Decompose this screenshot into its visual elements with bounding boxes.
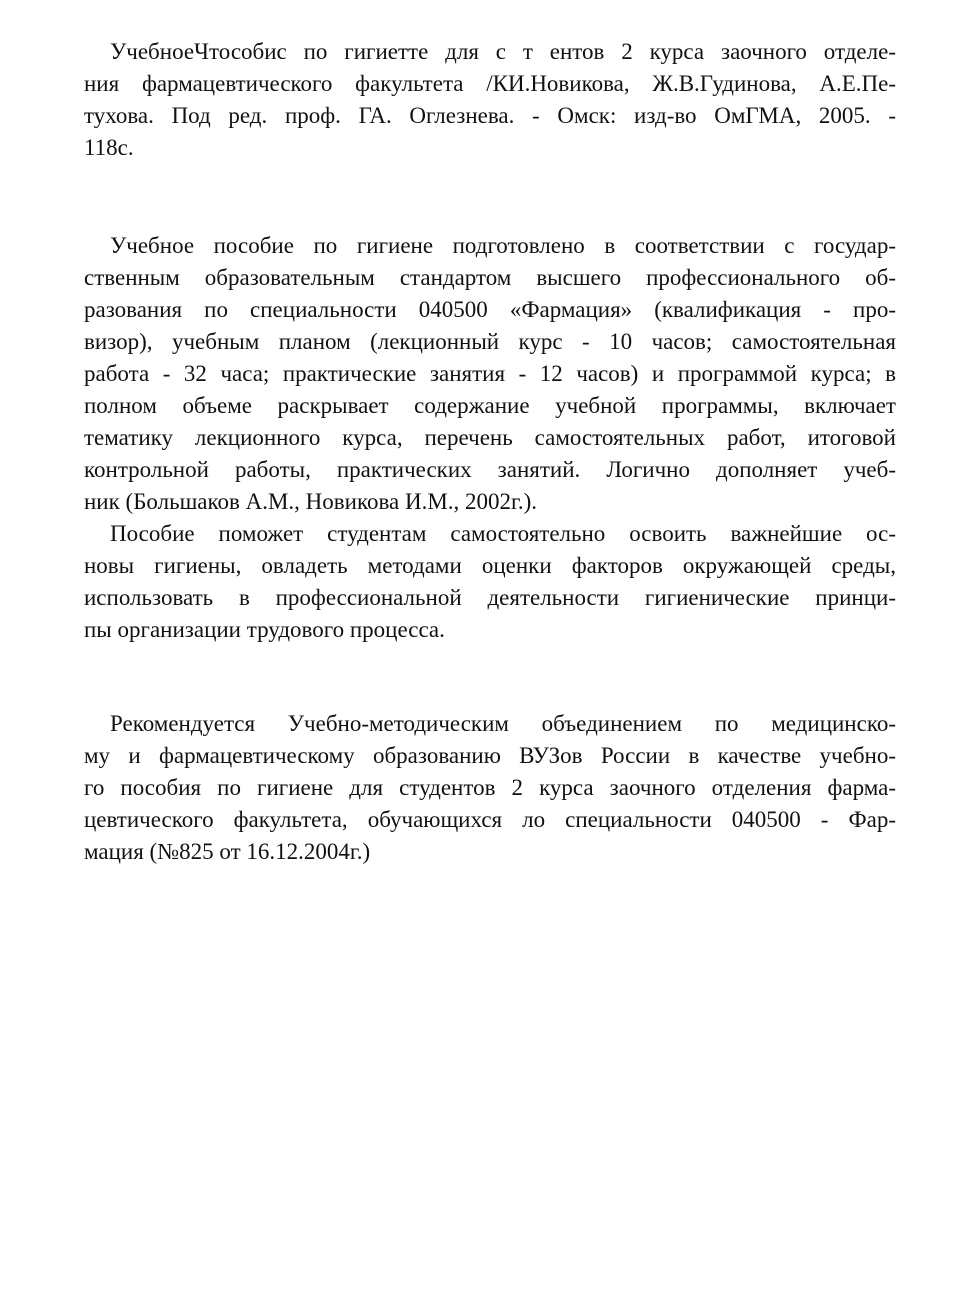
annotation-text (84, 230, 896, 646)
recommendation-line: го пособия по гигиене для студентов 2 курса заочного отделения фарма- (84, 775, 896, 800)
bibliographic-record (84, 36, 896, 164)
annotation-line: новы гигиены, овладеть методами оценки факторов окружающей среды, (84, 553, 896, 578)
biblio-line: ния фармацевтического факультета /КИ.Новикова, Ж.В.Гудинова, А.Е.Пе- (84, 71, 896, 96)
annotation-line: пы организации трудового процесса. (84, 617, 445, 642)
recommendation-line: мация (№825 от 16.12.2004г.) (84, 839, 371, 864)
annotation-line: контрольной работы, практических занятий. Логично дополняет учеб- (84, 457, 896, 482)
recommendation-text (84, 708, 896, 868)
recommendation-line: Рекомендуется Учебно-методическим объединением по медицинско- (110, 711, 896, 736)
annotation-line: ственным образовательным стандартом высшего профессионального об- (84, 265, 896, 290)
annotation-line: использовать в профессиональной деятельности гигиенические принци- (84, 585, 896, 610)
annotation-line: Пособие поможет студентам самостоятельно освоить важнейшие ос- (110, 521, 896, 546)
biblio-line: тухова. Под ред. проф. ГА. Оглезнева. - Омск: изд-во ОмГМА, 2005. - (84, 103, 896, 128)
recommendation-line: му и фармацевтическому образованию ВУЗов России в качестве учебно- (84, 743, 896, 768)
annotation-line: тематику лекционного курса, перечень самостоятельных работ, итоговой (84, 425, 896, 450)
annotation-line: полном объеме раскрывает содержание учебной программы, включает (84, 393, 896, 418)
biblio-line: УчебноеЧтособис по гигиетте для с т ентов 2 курса заочного отделе- (110, 39, 896, 64)
recommendation-line: цевтического факультета, обучающихся ло специальности 040500 - Фар- (84, 807, 896, 832)
annotation-line: работа - 32 часа; практические занятия - 12 часов) и программой курса; в (84, 361, 896, 386)
annotation-line: разования по специальности 040500 «Фармация» (квалификация - про- (84, 297, 896, 322)
annotation-line: визор), учебным планом (лекционный курс - 10 часов; самостоятельная (84, 329, 896, 354)
annotation-line: ник (Большаков А.М., Новикова И.М., 2002г.). (84, 489, 538, 514)
biblio-line: 118с. (84, 135, 134, 160)
annotation-line: Учебное пособие по гигиене подготовлено в соответствии с государ- (110, 233, 896, 258)
